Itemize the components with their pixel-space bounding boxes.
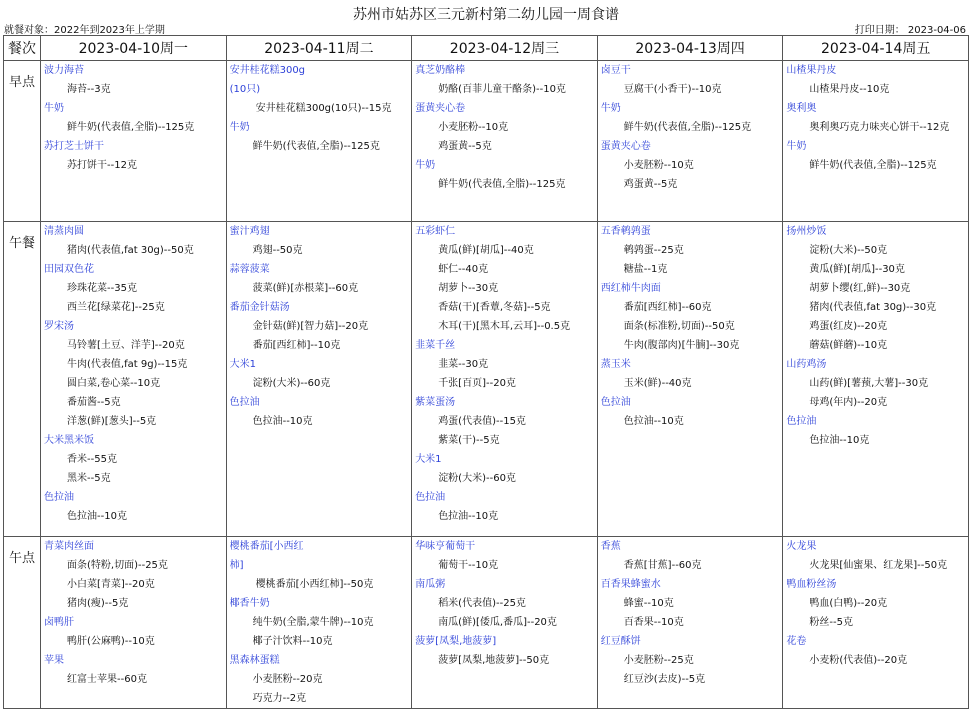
- ingredient-line: 稻米(代表值)--25克: [438, 598, 526, 609]
- day-header: 2023-04-13周四: [597, 36, 783, 61]
- dish-name: 百香果蜂蜜水: [600, 579, 661, 590]
- meal-label: 午点: [4, 537, 41, 709]
- menu-cell: [226, 222, 412, 537]
- menu-cell: [783, 61, 969, 222]
- dish-name: 牛奶: [415, 160, 436, 171]
- menu-cell: [412, 61, 598, 222]
- ingredient-line: 黄瓜(鲜)[胡瓜]--30克: [809, 264, 905, 275]
- ingredient-line: 糖盐--1克: [623, 264, 668, 275]
- ingredient-line: 猪肉(代表值,fat 30g)--50克: [67, 245, 194, 256]
- print-date: 打印日期： 2023-04-06: [854, 25, 966, 36]
- ingredient-line: 南瓜(鲜)[倭瓜,番瓜]--20克: [438, 617, 557, 628]
- dish-name: 色拉油: [600, 397, 631, 408]
- ingredient-line: 蘑菇(鲜蘑)--10克: [809, 340, 888, 351]
- ingredient-line: 鲜牛奶(代表值,全脂)--125克: [809, 160, 937, 171]
- dish-name: 西红柿牛肉面: [600, 283, 661, 294]
- menu-cell: [597, 537, 783, 709]
- dish-name: 波力海苔: [44, 65, 84, 76]
- ingredient-line: 珍珠花菜--35克: [67, 283, 137, 294]
- menu-cell: [226, 61, 412, 222]
- ingredient-line: 猪肉(瘦)--5克: [67, 598, 129, 609]
- dish-name: 苹果: [44, 655, 64, 666]
- day-header: 2023-04-12周三: [412, 36, 598, 61]
- dish-name: 安井桂花糕300g: [229, 65, 306, 76]
- ingredient-line: 椰子汁饮料--10克: [252, 636, 333, 647]
- ingredient-line: 鸡翅--50克: [252, 245, 303, 256]
- ingredient-line: 金针菇(鲜)[智力菇]--20克: [252, 321, 369, 332]
- ingredient-line: 红富士苹果--60克: [67, 674, 147, 685]
- ingredient-line: 色拉油--10克: [623, 416, 684, 427]
- dish-name: 鸭血粉丝汤: [786, 579, 837, 590]
- audience-label: 就餐对象：2022年到2023年上学期: [4, 25, 165, 36]
- dish-name: 卤鸭肝: [44, 617, 74, 628]
- ingredient-line: 胡萝卜缨(红,鲜)--30克: [809, 283, 911, 294]
- dish-name: 大米1: [229, 359, 256, 370]
- ingredient-line: 小麦胚粉--10克: [438, 122, 509, 133]
- menu-cell: [41, 222, 227, 537]
- dish-name: 苏打芝士饼干: [44, 141, 104, 152]
- dish-name: 火龙果: [786, 541, 817, 552]
- day-header: 2023-04-11周二: [226, 36, 412, 61]
- ingredient-line: 番茄[西红柿]--60克: [623, 302, 712, 313]
- ingredient-line: 苏打饼干--12克: [67, 160, 137, 171]
- ingredient-line: 葡萄干--10克: [438, 560, 499, 571]
- ingredient-line: 奥利奥巧克力味夹心饼干--12克: [809, 122, 950, 133]
- ingredient-line: 海苔--3克: [67, 84, 111, 95]
- menu-cell: [41, 537, 227, 709]
- ingredient-line: 山楂果丹皮--10克: [809, 84, 890, 95]
- page-title: 苏州市姑苏区三元新村第二幼儿园一周食谱: [353, 7, 619, 23]
- ingredient-line: 香米--55克: [67, 454, 117, 465]
- ingredient-line: 安井桂花糕300g(10只)--15克: [255, 103, 392, 114]
- ingredient-line: 菠萝[凤梨,地菠萝]--50克: [438, 655, 550, 666]
- dish-name: 罗宋汤: [44, 321, 74, 332]
- ingredient-line: 圆白菜,卷心菜--10克: [67, 378, 161, 389]
- dish-name: 色拉油: [415, 492, 446, 503]
- ingredient-line: 黑米--5克: [67, 473, 111, 484]
- dish-name: 樱桃番茄[小西红: [229, 541, 304, 552]
- dish-name: 椰香牛奶: [229, 598, 270, 609]
- dish-name: 色拉油: [44, 492, 74, 503]
- ingredient-line: 鸡蛋(代表值)--15克: [438, 416, 526, 427]
- ingredient-line: 百香果--10克: [623, 617, 684, 628]
- dish-name: 大米1: [415, 454, 442, 465]
- ingredient-line: 西兰花[绿菜花]--25克: [67, 302, 165, 313]
- ingredient-line: 香菇(干)[香蕈,冬菇]--5克: [438, 302, 551, 313]
- dish-name: 色拉油: [229, 397, 260, 408]
- dish-name: 黑森林蛋糕: [229, 655, 280, 666]
- ingredient-line: 紫菜(干)--5克: [438, 435, 500, 446]
- dish-name: 五香鹌鹑蛋: [600, 226, 651, 237]
- ingredient-line: 黄瓜(鲜)[胡瓜]--40克: [438, 245, 534, 256]
- ingredient-line: 猪肉(代表值,fat 30g)--30克: [809, 302, 937, 313]
- day-header: 2023-04-10周一: [41, 36, 227, 61]
- ingredient-line: 鲜牛奶(代表值,全脂)--125克: [252, 141, 380, 152]
- meal-row: [4, 222, 969, 537]
- ingredient-line: 木耳(干)[黑木耳,云耳]--0.5克: [438, 321, 571, 332]
- ingredient-line: 小麦胚粉--25克: [623, 655, 694, 666]
- menu-cell: [41, 61, 227, 222]
- dish-name: 华味亨葡萄干: [415, 541, 476, 552]
- dish-name: 蒜蓉菠菜: [229, 264, 270, 275]
- ingredient-line: 鲜牛奶(代表值,全脂)--125克: [67, 122, 195, 133]
- ingredient-line: 蜂蜜--10克: [623, 598, 674, 609]
- ingredient-line: 奶酪(百菲儿童干酪条)--10克: [438, 84, 566, 95]
- ingredient-line: 小白菜[青菜]--20克: [67, 579, 155, 590]
- dish-name: 牛奶: [44, 103, 64, 114]
- ingredient-line: 马铃薯[土豆、洋芋]--20克: [67, 340, 185, 351]
- dish-name: 扬州炒饭: [786, 226, 827, 237]
- ingredient-line: 小麦粉(代表值)--20克: [809, 655, 908, 666]
- dish-name: 田园双色花: [44, 264, 94, 275]
- meal-row: [4, 537, 969, 709]
- dish-name: 清蒸肉圆: [44, 226, 84, 237]
- ingredient-line: 樱桃番茄[小西红柿]--50克: [255, 579, 374, 590]
- ingredient-line: 色拉油--10克: [67, 511, 127, 522]
- meal-row: [4, 61, 969, 222]
- dish-name: 蛋黄夹心卷: [600, 141, 651, 152]
- ingredient-line: 鸭肝(公麻鸭)--10克: [67, 636, 155, 647]
- ingredient-line: 洋葱(鲜)[葱头]--5克: [67, 416, 157, 427]
- ingredient-line: 面条(特粉,切面)--25克: [67, 560, 168, 571]
- ingredient-line: 香蕉[甘蕉]--60克: [623, 560, 702, 571]
- dish-name: 山药鸡汤: [786, 359, 827, 370]
- ingredient-line: 巧克力--2克: [252, 693, 307, 704]
- dish-name: 奥利奥: [786, 103, 817, 114]
- dish-name: 山楂果丹皮: [786, 65, 837, 76]
- dish-name: 花卷: [786, 636, 807, 647]
- ingredient-line: 豆腐干(小香干)--10克: [623, 84, 722, 95]
- ingredient-line: 韭菜--30克: [438, 359, 489, 370]
- ingredient-line: 鲜牛奶(代表值,全脂)--125克: [623, 122, 752, 133]
- dish-name: 南瓜粥: [415, 579, 446, 590]
- ingredient-line: 小麦胚粉--10克: [623, 160, 694, 171]
- dish-name: 菠萝[凤梨,地菠萝]: [415, 636, 497, 647]
- ingredient-line: 胡萝卜--30克: [438, 283, 499, 294]
- menu-cell: [783, 222, 969, 537]
- dish-name: 蜜汁鸡翅: [229, 226, 270, 237]
- ingredient-line: 鸡蛋黄--5克: [438, 141, 492, 152]
- ingredient-line: 鹌鹑蛋--25克: [623, 245, 684, 256]
- dish-name: 香蕉: [600, 541, 621, 552]
- dish-name: 牛奶: [229, 122, 250, 133]
- menu-cell: [597, 222, 783, 537]
- ingredient-line: 牛肉(代表值,fat 9g)--15克: [67, 359, 188, 370]
- dish-name-continued: (10只): [229, 84, 261, 95]
- ingredient-line: 火龙果[仙蜜果、红龙果]--50克: [809, 560, 948, 571]
- ingredient-line: 玉米(鲜)--40克: [623, 378, 692, 389]
- ingredient-line: 淀粉(大米)--60克: [252, 378, 331, 389]
- ingredient-line: 鸡蛋(红皮)--20克: [809, 321, 888, 332]
- ingredient-line: 牛肉(腹部肉)[牛腩]--30克: [623, 340, 740, 351]
- menu-cell: [226, 537, 412, 709]
- menu-cell: [412, 222, 598, 537]
- ingredient-line: 纯牛奶(全脂,蒙牛牌)--10克: [252, 617, 374, 628]
- dish-name: 五彩虾仁: [415, 226, 456, 237]
- dish-name: 蛋黄夹心卷: [415, 103, 466, 114]
- ingredient-line: 山药(鲜)[薯蓣,大薯]--30克: [809, 378, 929, 389]
- ingredient-line: 千张[百页]--20克: [438, 378, 516, 389]
- meal-label: 早点: [4, 61, 41, 222]
- meal-label: 午餐: [4, 222, 41, 537]
- dish-name: 番茄金针菇汤: [229, 302, 290, 313]
- dish-name: 紫菜蛋汤: [415, 397, 456, 408]
- menu-cell: [412, 537, 598, 709]
- dish-name: 卤豆干: [600, 65, 631, 76]
- ingredient-line: 番茄酱--5克: [67, 397, 121, 408]
- ingredient-line: 色拉油--10克: [438, 511, 499, 522]
- dish-name: 真芝奶酪棒: [415, 65, 466, 76]
- dish-name: 色拉油: [786, 416, 817, 427]
- ingredient-line: 鸭血(白鸭)--20克: [809, 598, 888, 609]
- header-row: [4, 36, 969, 61]
- ingredient-line: 色拉油--10克: [809, 435, 870, 446]
- dish-name-continued: 柿]: [229, 560, 244, 571]
- ingredient-line: 虾仁--40克: [438, 264, 489, 275]
- menu-cell: [783, 537, 969, 709]
- ingredient-line: 淀粉(大米)--50克: [809, 245, 888, 256]
- ingredient-line: 粉丝--5克: [809, 617, 853, 628]
- ingredient-line: 鲜牛奶(代表值,全脂)--125克: [438, 179, 566, 190]
- dish-name: 红豆酥饼: [600, 636, 641, 647]
- menu-cell: [597, 61, 783, 222]
- dish-name: 大米黑米饭: [44, 435, 94, 446]
- ingredient-line: 面条(标准粉,切面)--50克: [623, 321, 735, 332]
- meal-column-header: 餐次: [4, 36, 41, 61]
- day-header: 2023-04-14周五: [783, 36, 969, 61]
- dish-name: 青菜肉丝面: [44, 541, 94, 552]
- ingredient-line: 母鸡(年内)--20克: [809, 397, 888, 408]
- ingredient-line: 小麦胚粉--20克: [252, 674, 323, 685]
- dish-name: 韭菜千丝: [415, 340, 456, 351]
- ingredient-line: 鸡蛋黄--5克: [623, 179, 678, 190]
- weekly-menu-table: [3, 35, 969, 709]
- dish-name: 牛奶: [600, 103, 621, 114]
- ingredient-line: 红豆沙(去皮)--5克: [623, 674, 706, 685]
- ingredient-line: 色拉油--10克: [252, 416, 313, 427]
- ingredient-line: 番茄[西红柿]--10克: [252, 340, 341, 351]
- dish-name: 牛奶: [786, 141, 807, 152]
- dish-name: 蒸玉米: [600, 359, 631, 370]
- ingredient-line: 菠菜(鲜)[赤根菜]--60克: [252, 283, 359, 294]
- ingredient-line: 淀粉(大米)--60克: [438, 473, 516, 484]
